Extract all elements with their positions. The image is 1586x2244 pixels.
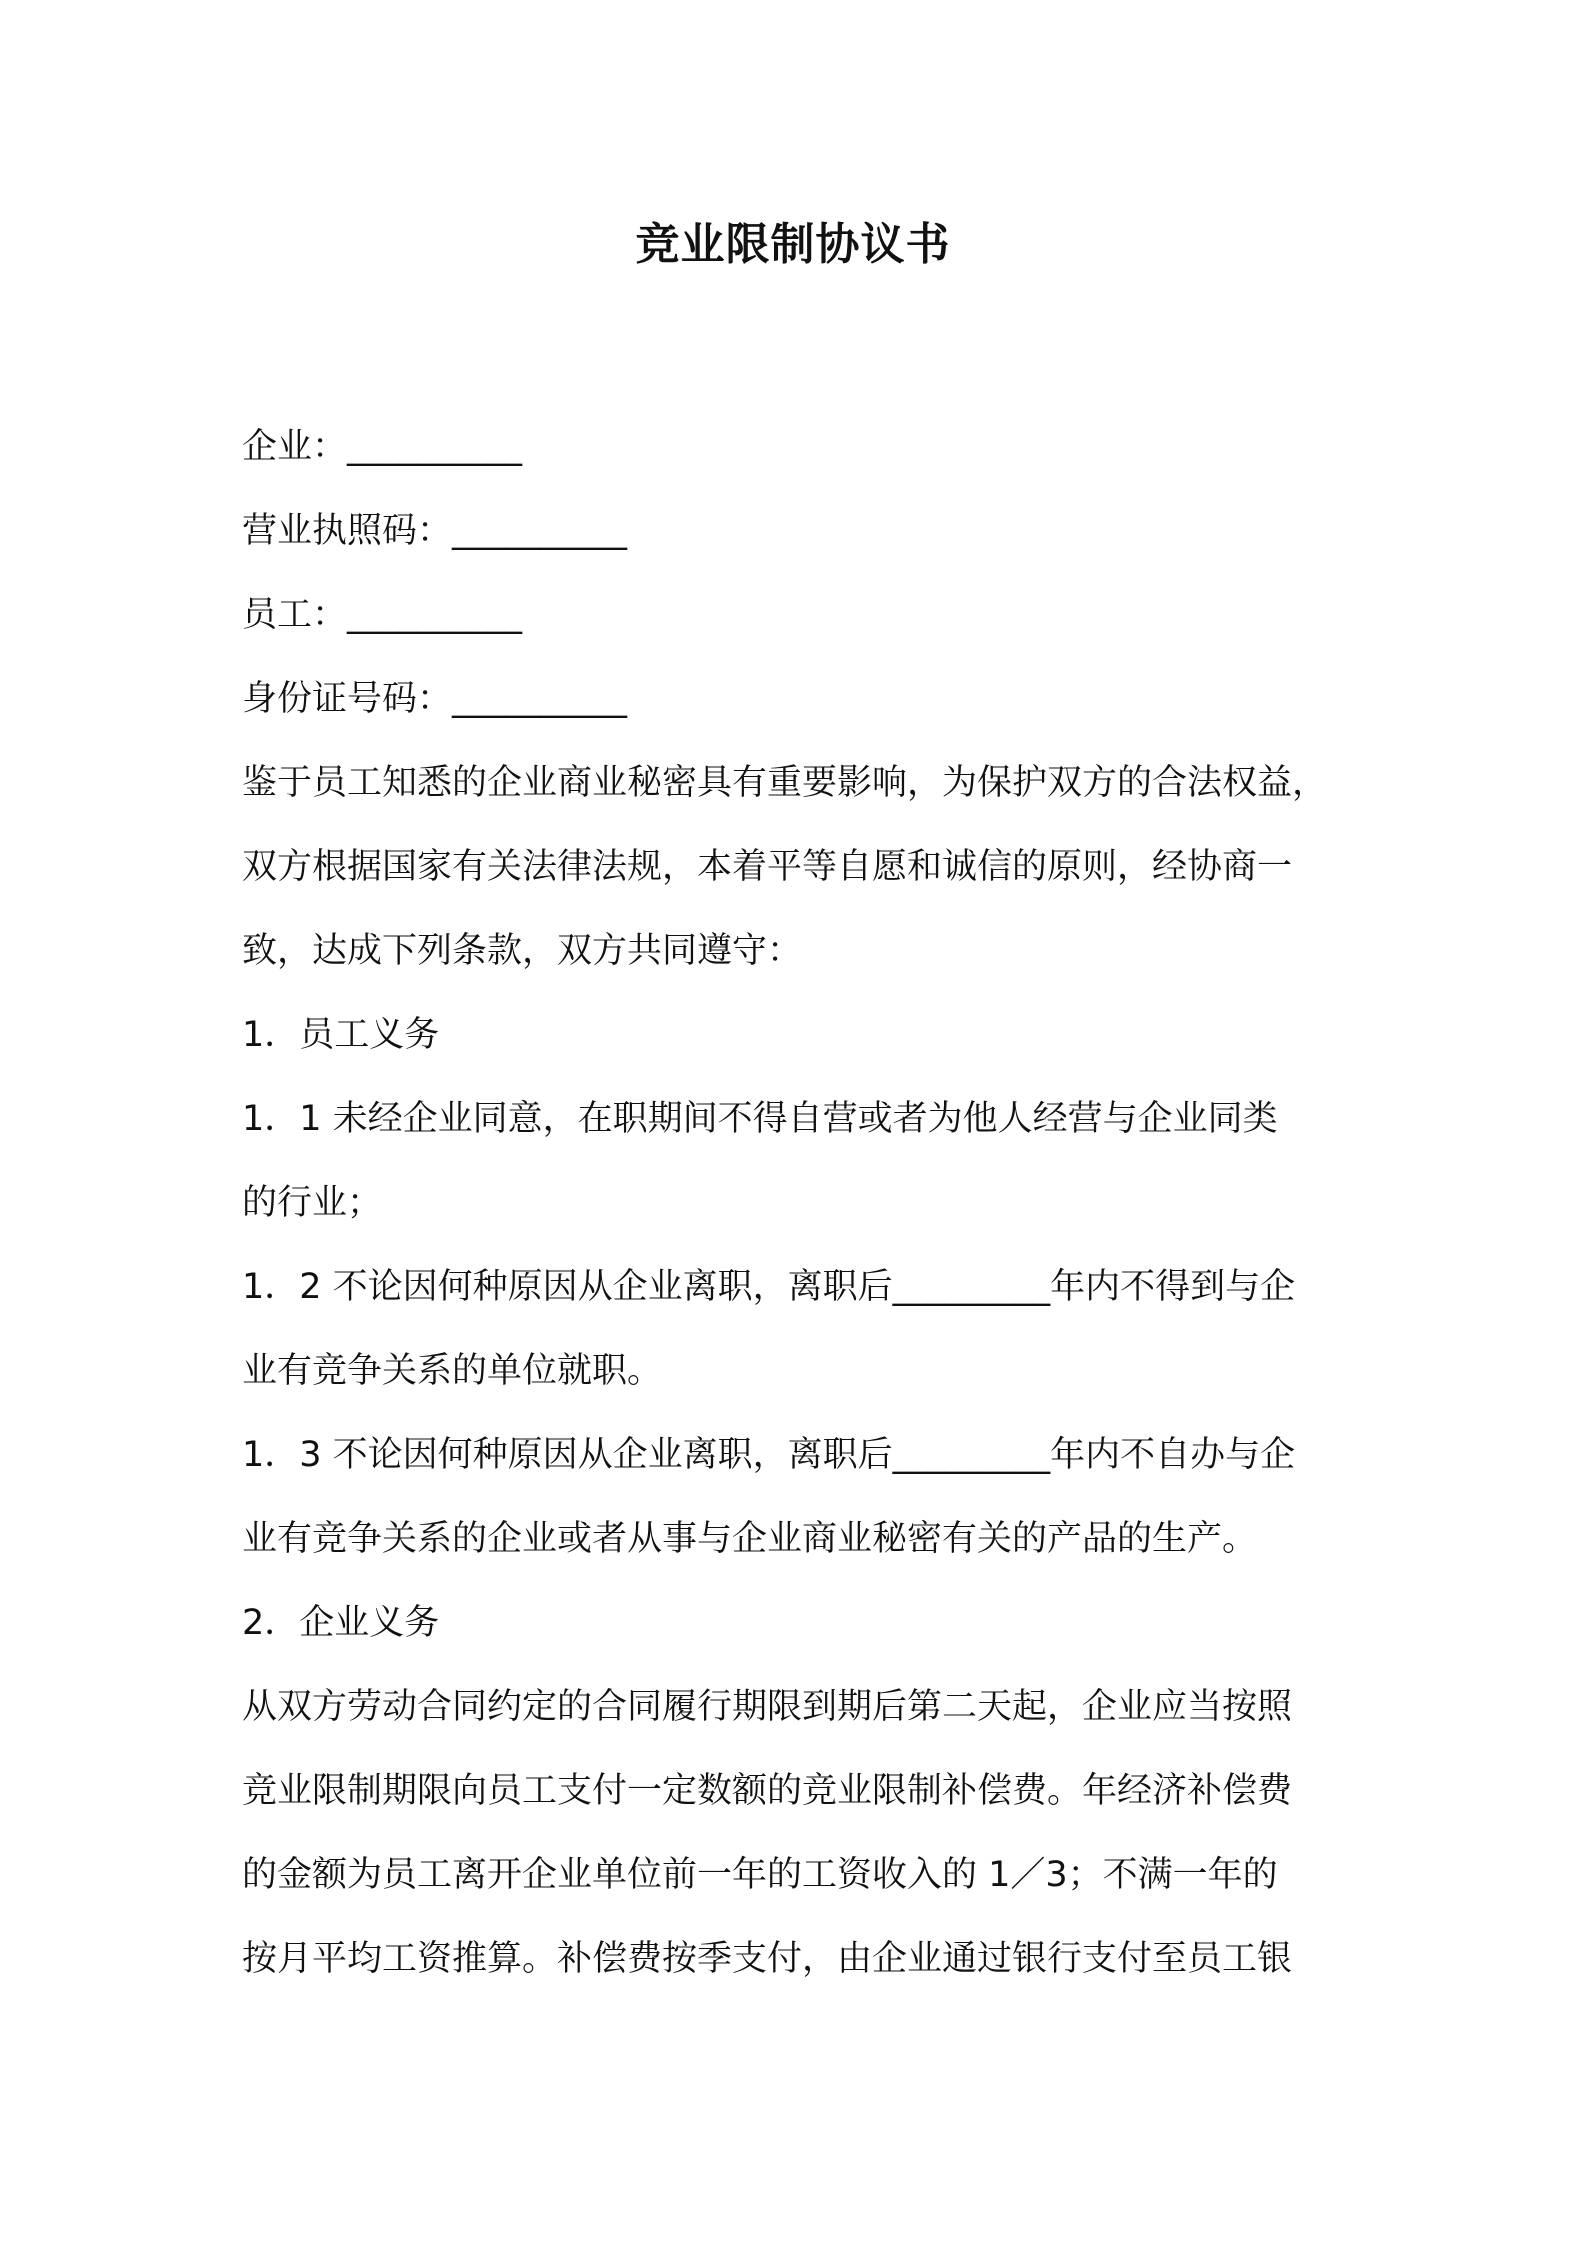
field-employee: 员工：__________	[242, 595, 523, 635]
company-obligation-line: 从双方劳动合同约定的合同履行期限到期后第二天起，企业应当按照	[242, 1687, 1293, 1727]
clause-1-1: 1．1 未经企业同意，在职期间不得自营或者为他人经营与企业同类	[242, 1099, 1278, 1139]
company-obligation-line: 竞业限制期限向员工支付一定数额的竞业限制补偿费。年经济补偿费	[242, 1771, 1293, 1811]
preamble-line: 致，达成下列条款，双方共同遵守：	[242, 931, 803, 971]
field-id-number: 身份证号码：__________	[242, 679, 628, 719]
section-heading-employee-obligations: 1．员工义务	[242, 1015, 440, 1055]
field-business-license: 营业执照码：__________	[242, 511, 628, 551]
preamble-line: 双方根据国家有关法律法规，本着平等自愿和诚信的原则，经协商一	[242, 847, 1293, 887]
clause-1-2-cont: 业有竞争关系的单位就职。	[242, 1351, 663, 1391]
clause-1-3-cont: 业有竞争关系的企业或者从事与企业商业秘密有关的产品的生产。	[242, 1519, 1258, 1559]
section-heading-company-obligations: 2．企业义务	[242, 1603, 440, 1643]
document-body	[242, 405, 1362, 2001]
field-company: 企业：__________	[242, 427, 523, 467]
document-title: 竞业限制协议书	[635, 219, 951, 270]
clause-1-2: 1．2 不论因何种原因从企业离职，离职后_________年内不得到与企	[242, 1267, 1296, 1307]
clause-1-1-cont: 的行业；	[242, 1183, 383, 1223]
preamble-line: 鉴于员工知悉的企业商业秘密具有重要影响，为保护双方的合法权益，	[242, 763, 1328, 803]
company-obligation-line: 的金额为员工离开企业单位前一年的工资收入的 1／3；不满一年的	[242, 1855, 1278, 1895]
company-obligation-line: 按月平均工资推算。补偿费按季支付，由企业通过银行支付至员工银	[242, 1939, 1293, 1979]
clause-1-3: 1．3 不论因何种原因从企业离职，离职后_________年内不自办与企	[242, 1435, 1296, 1475]
